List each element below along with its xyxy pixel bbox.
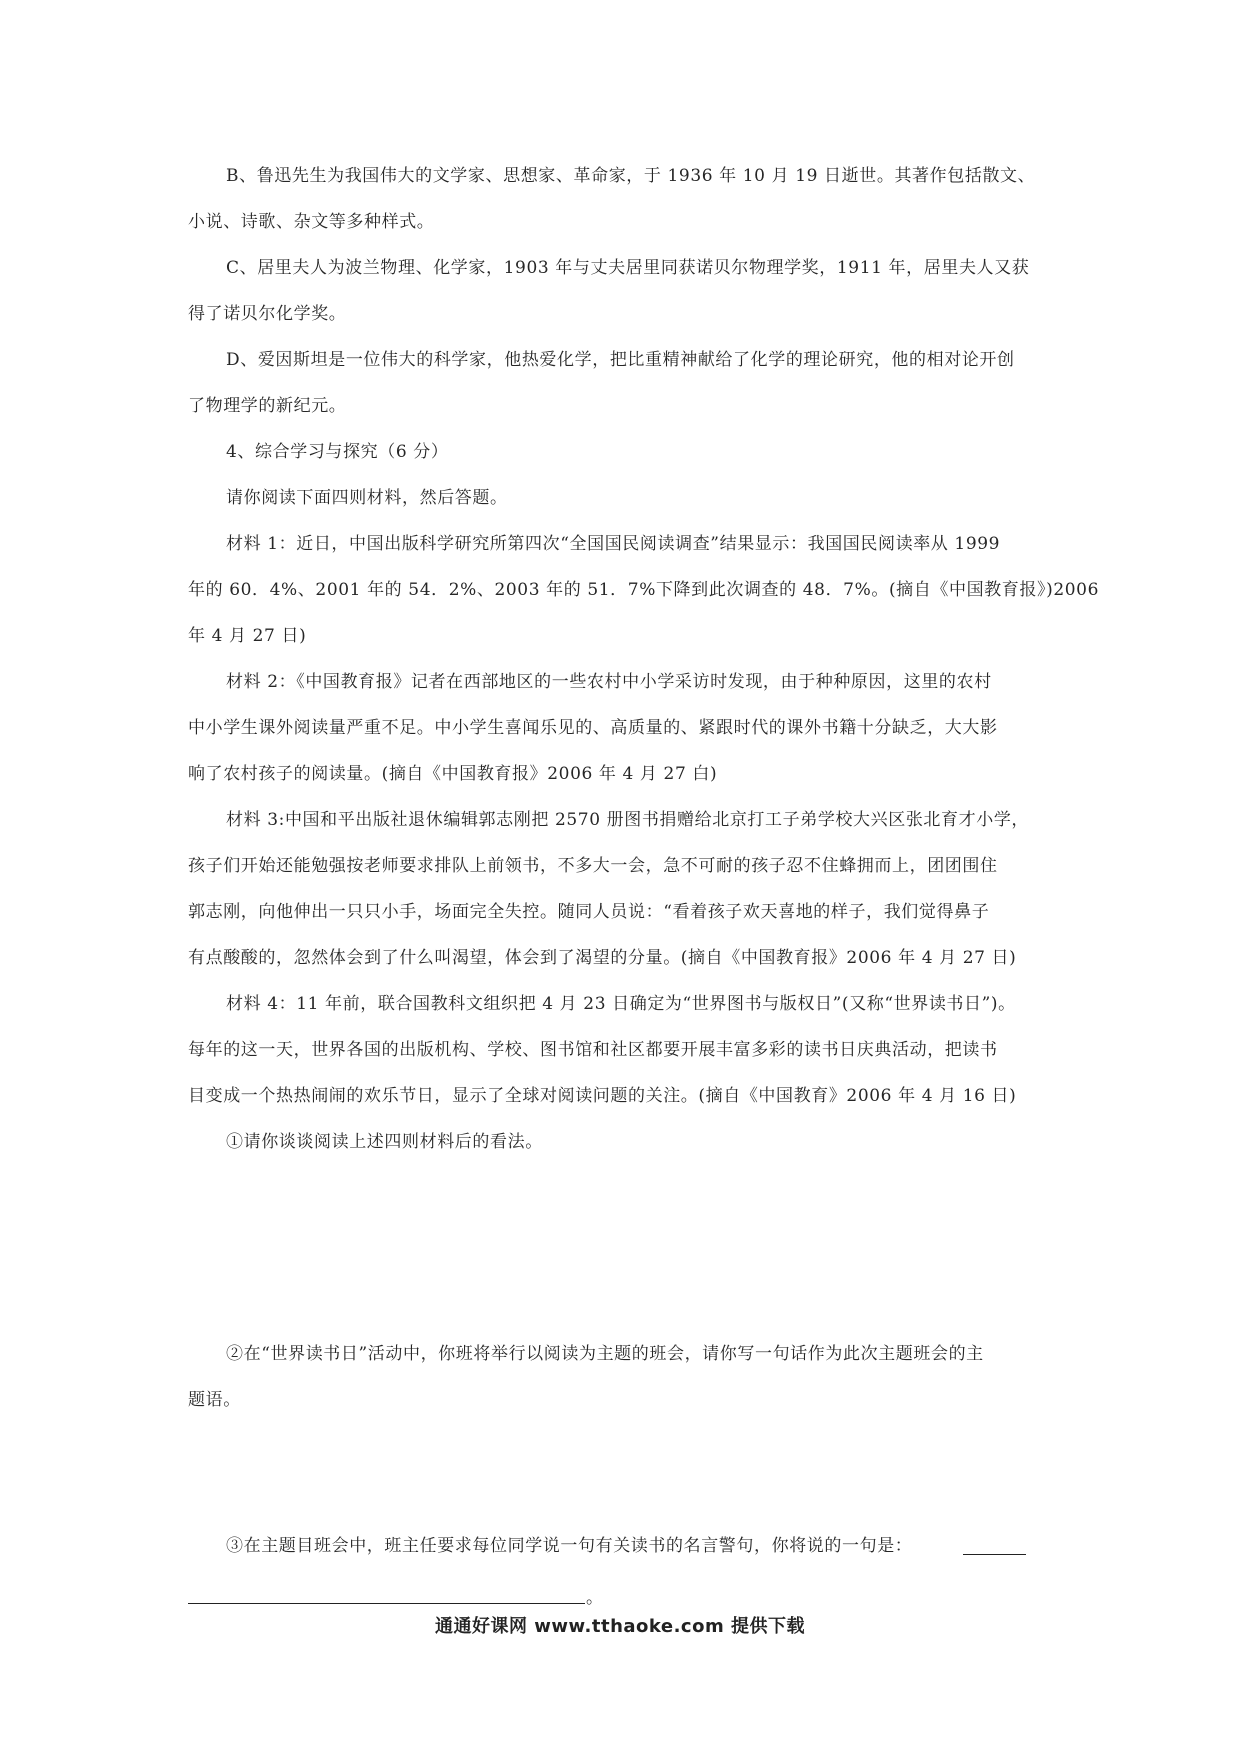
option-d-line-2: 了物理学的新纪元。 xyxy=(188,396,347,416)
option-b-line-1: B、鲁迅先生为我国伟大的文学家、思想家、革命家，于 1936 年 10 月 19 日逝世。其著作包括散文、 xyxy=(226,166,1036,186)
material-3-line-4: 有点酸酸的，忽然体会到了什么叫渴望，体会到了渴望的分量。(摘自《中国教育报》2006 年 4 月 27 日) xyxy=(188,948,1017,968)
sub-question-1: ①请你谈谈阅读上述四则材料后的看法。 xyxy=(226,1132,543,1152)
answer-blank-long[interactable] xyxy=(188,1603,585,1604)
material-2-line-1: 材料 2：《中国教育报》记者在西部地区的一些农村中小学采访时发现，由于种种原因，这里的农村 xyxy=(226,672,992,692)
sub-question-3: ③在主题目班会中，班主任要求每位同学说一句有关读书的名言警句，你将说的一句是： xyxy=(226,1536,913,1556)
option-d-line-1: D、爱因斯坦是一位伟大的科学家，他热爱化学，把比重精神献给了化学的理论研究，他的相对论开创 xyxy=(226,350,1015,370)
option-c-line-2: 得了诺贝尔化学奖。 xyxy=(188,304,347,324)
option-c-line-1: C、居里夫人为波兰物理、化学家，1903 年与丈夫居里同获诺贝尔物理学奖，1911 年，居里夫人又获 xyxy=(226,258,1030,278)
option-b-line-2: 小说、诗歌、杂文等多种样式。 xyxy=(188,212,435,232)
answer-end-period: 。 xyxy=(586,1588,603,1608)
material-3-line-2: 孩子们开始还能勉强按老师要求排队上前领书，不多大一会，急不可耐的孩子忍不住蜂拥而上，团团围住 xyxy=(188,856,998,876)
material-2-line-2: 中小学生课外阅读量严重不足。中小学生喜闻乐见的、高质量的、紧跟时代的课外书籍十分缺乏，大大影 xyxy=(188,718,998,738)
material-3-line-1: 材料 3:中国和平出版社退休编辑郭志刚把 2570 册图书捐赠给北京打工子弟学校大兴区张北育才小学， xyxy=(226,810,1030,830)
answer-blank-short[interactable] xyxy=(963,1554,1026,1555)
material-1-line-3: 年 4 月 27 日) xyxy=(188,626,307,646)
material-4-line-3: 目变成一个热热闹闹的欢乐节日，显示了全球对阅读问题的关注。(摘自《中国教育》2006 年 4 月 16 日) xyxy=(188,1086,1017,1106)
material-4-line-2: 每年的这一天，世界各国的出版机构、学校、图书馆和社区都要开展丰富多彩的读书日庆典活动，把读书 xyxy=(188,1040,998,1060)
material-1-line-2: 年的 60．4%、2001 年的 54．2%、2003 年的 51．7%下降到此次调查的 48．7%。(摘自《中国教育报》)2006 xyxy=(188,580,1099,600)
material-1-line-1: 材料 1：近日，中国出版科学研究所第四次“全国国民阅读调查”结果显示：我国国民阅读率从 1999 xyxy=(226,534,1001,554)
sub-question-2-line-2: 题语。 xyxy=(188,1390,241,1410)
material-2-line-3: 响了农村孩子的阅读量。(摘自《中国教育报》2006 年 4 月 27 白) xyxy=(188,764,718,784)
question-4-heading: 4、综合学习与探究（6 分） xyxy=(226,442,449,462)
question-4-instruction: 请你阅读下面四则材料，然后答题。 xyxy=(226,488,508,508)
sub-question-2-line-1: ②在“世界读书日”活动中，你班将举行以阅读为主题的班会，请你写一句话作为此次主题班会的主 xyxy=(226,1344,984,1364)
material-3-line-3: 郭志刚，向他伸出一只只小手，场面完全失控。随同人员说：“看着孩子欢天喜地的样子，我们觉得鼻子 xyxy=(188,902,990,922)
material-4-line-1: 材料 4：11 年前，联合国教科文组织把 4 月 23 日确定为“世界图书与版权日”(又称“世界读书日”)。 xyxy=(226,994,1016,1014)
page-footer: 通通好课网 www.tthaoke.com 提供下载 xyxy=(435,1616,805,1637)
